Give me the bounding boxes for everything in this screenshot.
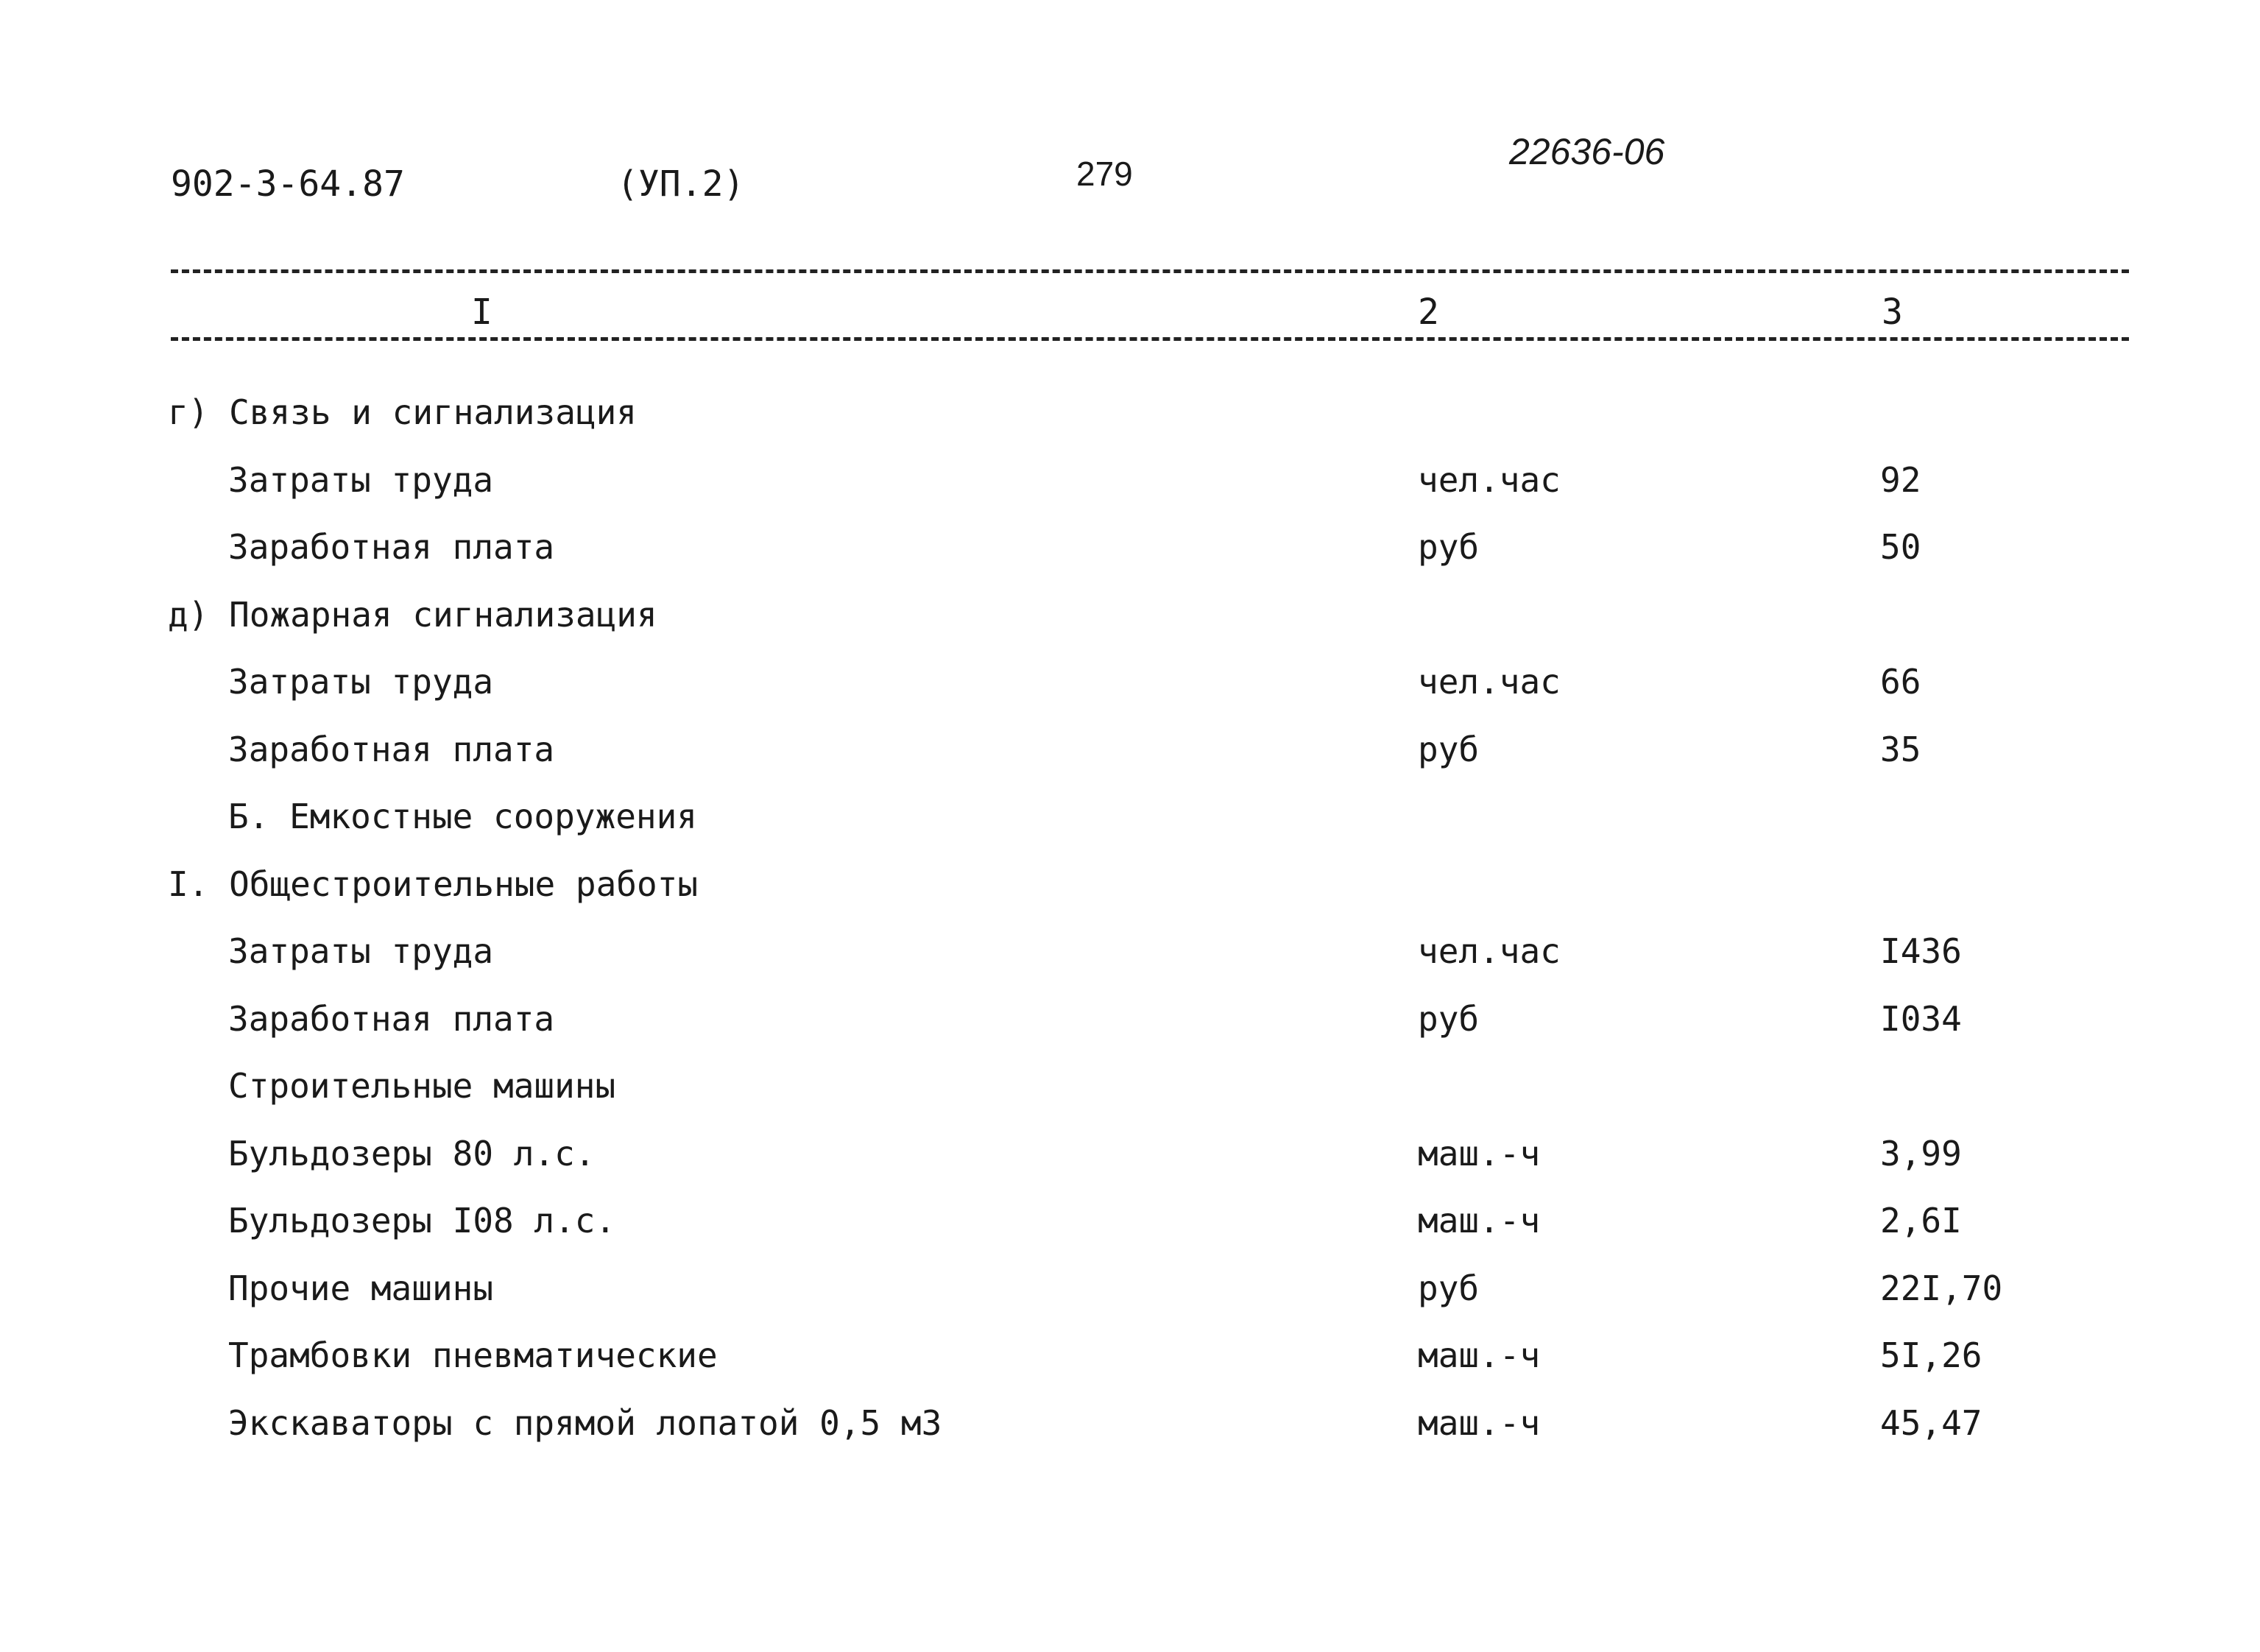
- table-row: [0, 1064, 2260, 1132]
- table-body: [0, 390, 2260, 1468]
- row-unit: чел.час: [1418, 459, 1561, 500]
- row-value: 45,47: [1880, 1402, 1982, 1443]
- row-unit: маш.-ч: [1418, 1133, 1541, 1173]
- row-name: Прочие машины: [228, 1268, 494, 1308]
- table-row: [0, 390, 2260, 458]
- row-name: Заработная плата: [228, 527, 555, 567]
- row-unit: маш.-ч: [1418, 1402, 1541, 1443]
- row-name: Трамбовки пневматические: [228, 1335, 718, 1375]
- row-name: I. Общестроительные работы: [168, 864, 699, 904]
- row-value: 2,6I: [1880, 1201, 1962, 1240]
- table-row: [0, 997, 2260, 1065]
- table-row: [0, 1401, 2260, 1469]
- column-number-1: I: [468, 293, 495, 331]
- table-row: [0, 593, 2260, 660]
- table-row: [0, 929, 2260, 997]
- column-number-2: 2: [1415, 293, 1442, 331]
- row-unit: руб: [1418, 998, 1480, 1039]
- row-unit: руб: [1418, 527, 1480, 567]
- table-row: [0, 1333, 2260, 1401]
- row-value: 35: [1880, 729, 1921, 769]
- table-row: [0, 794, 2260, 862]
- row-name: Заработная плата: [228, 998, 555, 1039]
- table-row: [0, 458, 2260, 526]
- row-name: Б. Емкостные сооружения: [228, 797, 697, 836]
- row-name: г) Связь и сигнализация: [168, 392, 637, 432]
- row-name: Затраты труда: [228, 459, 494, 500]
- row-value: 66: [1880, 662, 1921, 702]
- row-value: I436: [1880, 931, 1962, 971]
- row-value: 3,99: [1880, 1133, 1962, 1173]
- table-row: [0, 862, 2260, 930]
- table-top-rule: [171, 269, 2129, 273]
- page-number: 279: [1076, 155, 1133, 193]
- row-value: 5I,26: [1880, 1335, 1982, 1375]
- row-value: 92: [1880, 459, 1921, 500]
- inventory-number: 22636-06: [1509, 131, 1665, 172]
- row-name: Заработная плата: [228, 729, 555, 769]
- row-unit: маш.-ч: [1418, 1201, 1541, 1240]
- row-value: 50: [1880, 527, 1921, 567]
- row-value: 22I,70: [1880, 1268, 2003, 1308]
- document-code: 902-3-64.87: [171, 163, 405, 205]
- row-unit: чел.час: [1418, 662, 1561, 702]
- row-name: Затраты труда: [228, 931, 494, 971]
- column-number-3: 3: [1879, 293, 1906, 331]
- row-unit: руб: [1418, 1268, 1480, 1308]
- table-row: [0, 660, 2260, 727]
- row-name: Бульдозеры 80 л.с.: [228, 1133, 596, 1173]
- section-label: (УП.2): [617, 163, 745, 205]
- row-unit: руб: [1418, 729, 1480, 769]
- table-row: [0, 525, 2260, 593]
- row-name: Бульдозеры I08 л.с.: [228, 1201, 616, 1240]
- table-row: [0, 1266, 2260, 1334]
- row-name: д) Пожарная сигнализация: [168, 594, 657, 635]
- table-row: [0, 1199, 2260, 1266]
- row-unit: чел.час: [1418, 931, 1561, 971]
- row-name: Затраты труда: [228, 662, 494, 702]
- row-name: Строительные машины: [228, 1066, 616, 1106]
- table-row: [0, 727, 2260, 795]
- row-value: I034: [1880, 998, 1962, 1039]
- table-header-rule: [171, 337, 2129, 341]
- row-name: Экскаваторы с прямой лопатой 0,5 м3: [228, 1402, 942, 1443]
- table-row: [0, 1132, 2260, 1199]
- row-unit: маш.-ч: [1418, 1335, 1541, 1375]
